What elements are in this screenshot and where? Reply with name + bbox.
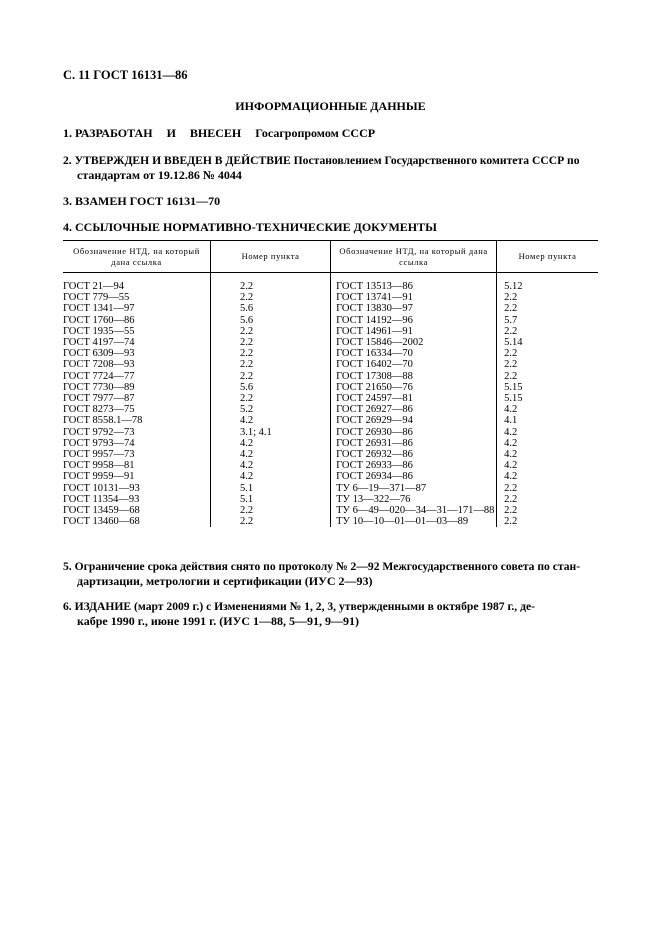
row-clause-left: 5.2 xyxy=(210,404,330,415)
row-designation-left: ГОСТ 9959—91 xyxy=(63,471,135,483)
table-row xyxy=(63,348,598,359)
row-clause-right: 2.2 xyxy=(497,494,598,505)
table-row xyxy=(63,438,598,449)
table-row xyxy=(63,494,598,505)
section-edition-line2: кабре 1990 г., июне 1991 г. (ИУС 1—88, 5—91, 9—91) xyxy=(77,614,360,628)
row-clause-right: 5.15 xyxy=(497,382,598,393)
row-designation-left: ГОСТ 10131—93 xyxy=(63,482,140,494)
section-edition-line1: 6. ИЗДАНИЕ (март 2009 г.) с Изменениями № 1, 2, 3, утвержденными в октябре 1987 г., де- xyxy=(63,600,535,613)
section-validity-line2: дартизации, метрологии и сертификации (ИУС 2—93) xyxy=(77,574,373,588)
row-designation-right: ГОСТ 26927—86 xyxy=(331,404,497,415)
table-row xyxy=(63,326,598,337)
row-clause-left: 3.1; 4.1 xyxy=(210,427,330,438)
row-clause-right: 2.2 xyxy=(497,505,598,516)
row-clause-right: 2.2 xyxy=(497,292,598,303)
section-validity-line1: 5. Ограничение срока действия снято по протоколу № 2—92 Межгосударственного совета по стан- xyxy=(63,560,581,573)
table-row xyxy=(63,337,598,348)
row-clause-right: 5.7 xyxy=(497,315,598,326)
section-validity xyxy=(63,559,603,589)
row-designation-right: ГОСТ 26933—86 xyxy=(331,460,497,471)
row-designation-left: ГОСТ 8558.1—78 xyxy=(63,415,143,427)
row-designation-right: ГОСТ 26931—86 xyxy=(331,438,497,449)
section-developed xyxy=(63,126,603,141)
row-designation-left: ГОСТ 7977—87 xyxy=(63,393,135,405)
row-clause-left: 2.2 xyxy=(210,348,330,359)
row-clause-left: 4.2 xyxy=(210,415,330,426)
table-row xyxy=(63,382,598,393)
row-designation-right: ГОСТ 21650—76 xyxy=(331,382,497,393)
row-clause-right: 5.12 xyxy=(497,273,598,293)
row-clause-right: 2.2 xyxy=(497,359,598,370)
row-designation-left: ГОСТ 13460—68 xyxy=(63,516,140,528)
section-developed-label: 1. РАЗРАБОТАН xyxy=(63,126,153,140)
row-designation-right: ГОСТ 13830—97 xyxy=(331,303,497,314)
row-clause-left: 5.6 xyxy=(210,303,330,314)
row-designation-left: ГОСТ 13459—68 xyxy=(63,505,140,517)
row-designation-right: ТУ 6—19—371—87 xyxy=(331,483,497,494)
row-designation-right: ГОСТ 17308—88 xyxy=(331,371,497,382)
row-designation-left: ГОСТ 6309—93 xyxy=(63,348,135,360)
row-clause-left: 2.2 xyxy=(210,371,330,382)
row-clause-left: 4.2 xyxy=(210,438,330,449)
section-references: 4. ССЫЛОЧНЫЕ НОРМАТИВНО-ТЕХНИЧЕСКИЕ ДОКУМЕНТЫ xyxy=(63,220,437,234)
row-designation-left: ГОСТ 4197—74 xyxy=(63,337,135,349)
section-developed-conj: И xyxy=(166,126,176,140)
row-designation-right: ГОСТ 15846—2002 xyxy=(331,337,497,348)
page-title: ИНФОРМАЦИОННЫЕ ДАННЫЕ xyxy=(235,99,426,113)
table-row xyxy=(63,359,598,370)
row-designation-right: ГОСТ 16334—70 xyxy=(331,348,497,359)
row-designation-left: ГОСТ 7208—93 xyxy=(63,359,135,371)
section-replaces: 3. ВЗАМЕН ГОСТ 16131—70 xyxy=(63,194,221,208)
row-designation-right: ГОСТ 24597—81 xyxy=(331,393,497,404)
row-designation-right: ГОСТ 26930—86 xyxy=(331,427,497,438)
table-row xyxy=(63,315,598,326)
row-clause-left: 5.6 xyxy=(210,315,330,326)
row-clause-right: 5.14 xyxy=(497,337,598,348)
table-row xyxy=(63,415,598,426)
section-approved xyxy=(63,153,603,183)
section-approved-line1: 2. УТВЕРЖДЕН И ВВЕДЕН В ДЕЙСТВИЕ Постановлением Государственного комитета СССР по xyxy=(63,154,580,167)
row-clause-left: 2.2 xyxy=(210,273,330,293)
col-header-designation-left: Обозначение НТД, на который дана ссылка xyxy=(63,241,210,273)
row-clause-right: 4.2 xyxy=(497,404,598,415)
row-clause-left: 5.1 xyxy=(210,483,330,494)
table-row xyxy=(63,292,598,303)
references-table xyxy=(63,240,598,527)
row-clause-right: 4.2 xyxy=(497,471,598,482)
row-designation-right: ГОСТ 14961—91 xyxy=(331,326,497,337)
row-clause-left: 4.2 xyxy=(210,460,330,471)
section-developed-verb: ВНЕСЕН xyxy=(189,126,242,140)
row-clause-right: 5.15 xyxy=(497,393,598,404)
row-clause-right: 2.2 xyxy=(497,326,598,337)
row-designation-left: ГОСТ 9793—74 xyxy=(63,437,135,449)
row-clause-right: 2.2 xyxy=(497,483,598,494)
row-clause-right: 2.2 xyxy=(497,371,598,382)
table-row xyxy=(63,273,598,293)
table-row xyxy=(63,371,598,382)
table-row xyxy=(63,449,598,460)
row-clause-right: 4.2 xyxy=(497,438,598,449)
row-clause-left: 2.2 xyxy=(210,359,330,370)
row-designation-right: ТУ 10—10—01—01—03—89 xyxy=(331,516,497,527)
row-clause-left: 4.2 xyxy=(210,449,330,460)
table-row xyxy=(63,471,598,482)
row-designation-left: ГОСТ 9958—81 xyxy=(63,460,135,472)
row-designation-left: ГОСТ 7724—77 xyxy=(63,370,135,382)
row-designation-left: ГОСТ 1341—97 xyxy=(63,303,135,315)
row-clause-right: 2.2 xyxy=(497,303,598,314)
row-clause-left: 2.2 xyxy=(210,393,330,404)
row-designation-right: ГОСТ 13741—91 xyxy=(331,292,497,303)
row-clause-left: 2.2 xyxy=(210,292,330,303)
table-row xyxy=(63,427,598,438)
page-header: С. 11 ГОСТ 16131—86 xyxy=(63,68,188,82)
row-clause-right: 4.2 xyxy=(497,449,598,460)
row-designation-right: ГОСТ 26934—86 xyxy=(331,471,497,482)
row-designation-right: ГОСТ 16402—70 xyxy=(331,359,497,370)
row-designation-right: ТУ 13—322—76 xyxy=(331,494,497,505)
row-designation-left: ГОСТ 1935—55 xyxy=(63,325,135,337)
row-designation-left: ГОСТ 9792—73 xyxy=(63,426,135,438)
col-header-clause-left: Номер пункта xyxy=(210,241,330,273)
row-clause-right: 4.2 xyxy=(497,427,598,438)
table-row xyxy=(63,460,598,471)
row-designation-right: ТУ 6—49—020—34—31—171—88 xyxy=(331,505,497,516)
row-designation-left: ГОСТ 779—55 xyxy=(63,292,130,304)
row-clause-left: 2.2 xyxy=(210,505,330,516)
row-designation-left: ГОСТ 1760—86 xyxy=(63,314,135,326)
row-clause-left: 2.2 xyxy=(210,326,330,337)
row-designation-left: ГОСТ 8273—75 xyxy=(63,404,135,416)
row-designation-left: ГОСТ 21—94 xyxy=(63,281,125,292)
row-designation-left: ГОСТ 9957—73 xyxy=(63,449,135,461)
row-clause-right: 4.2 xyxy=(497,460,598,471)
table-header-row xyxy=(63,241,598,273)
row-clause-left: 2.2 xyxy=(210,516,330,527)
row-clause-left: 2.2 xyxy=(210,337,330,348)
section-edition xyxy=(63,599,603,629)
row-clause-left: 5.1 xyxy=(210,494,330,505)
row-clause-left: 4.2 xyxy=(210,471,330,482)
table-row xyxy=(63,303,598,314)
row-designation-right: ГОСТ 14192—96 xyxy=(331,315,497,326)
section-developed-text: Госагропромом СССР xyxy=(255,126,376,140)
row-clause-right: 4.1 xyxy=(497,415,598,426)
col-header-clause-right: Номер пункта xyxy=(497,241,598,273)
row-designation-left: ГОСТ 7730—89 xyxy=(63,381,135,393)
table-row xyxy=(63,393,598,404)
row-designation-right: ГОСТ 26929—94 xyxy=(331,415,497,426)
row-designation-left: ГОСТ 11354—93 xyxy=(63,493,140,505)
section-approved-line2: стандартам от 19.12.86 № 4044 xyxy=(77,168,242,182)
row-clause-right: 2.2 xyxy=(497,348,598,359)
row-clause-right: 2.2 xyxy=(497,516,598,527)
col-header-designation-right: Обозначение НТД, на который дана ссылка xyxy=(331,241,497,273)
row-clause-left: 5.6 xyxy=(210,382,330,393)
row-designation-right: ГОСТ 26932—86 xyxy=(331,449,497,460)
table-row xyxy=(63,404,598,415)
row-designation-right: ГОСТ 13513—86 xyxy=(331,273,497,293)
table-row xyxy=(63,516,598,527)
table-row xyxy=(63,505,598,516)
table-row xyxy=(63,483,598,494)
